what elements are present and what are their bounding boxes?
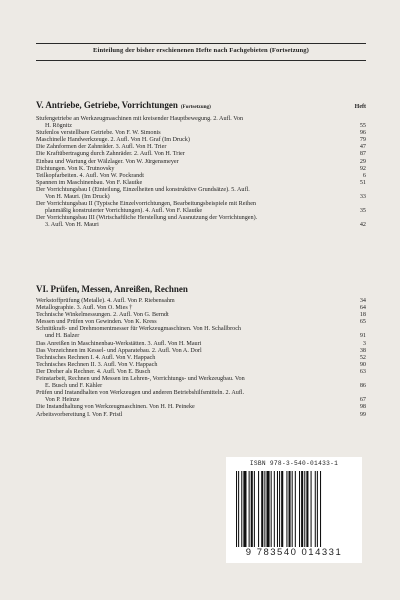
entry-line-1: Technische Winkelmessungen. 2. Aufl. Von G. Berndt	[36, 312, 169, 319]
heft-number: 99	[359, 411, 366, 418]
heft-label: Heft	[354, 104, 366, 110]
entry-line-1: Die Kraftübertragung durch Zahnräder. 2. Aufl. Von H. Trier	[36, 151, 185, 158]
entry-line-1: Dichtungen. Von K. Trutnovsky	[36, 165, 115, 172]
entry-title	[36, 355, 354, 362]
entry-line-2: planmäßig konstruierter Vorrichtungen). 4. Aufl. Von F. Klautke	[45, 208, 203, 215]
heft-number: 47	[359, 144, 366, 151]
barcode-icon	[234, 471, 354, 547]
heft-number: 92	[359, 165, 366, 172]
entry-title	[36, 369, 354, 376]
entry-line-1: Die Zahnformen der Zahnräder. 3. Aufl. Von H. Trier	[36, 144, 167, 151]
heft-number: 52	[359, 354, 366, 361]
heft-number: 33	[359, 194, 366, 201]
section-5-list	[36, 116, 366, 230]
entry-line-1: Teilkopfarbeiten. 4. Aufl. Von W. Pockrandt	[36, 172, 144, 179]
entry-title	[36, 187, 354, 201]
section-5-title	[36, 100, 211, 110]
heft-number: 79	[359, 137, 366, 144]
entry-title	[36, 390, 354, 404]
entry-line-1: Stufengetriebe an Werkzeugmaschinen mit kreisender Hauptbewegung. 2. Aufl. Von	[36, 116, 244, 122]
entry-line-1: Prüfen und Instandhalten von Werkzeugen und anderen Betriebshilfsmitteln. 2. Aufl.	[36, 390, 245, 397]
list-item	[36, 369, 366, 376]
entry-line-1: Stufenlos verstellbare Getriebe. Von F. W. Simonis	[36, 130, 161, 137]
entry-title	[36, 201, 354, 215]
list-item	[36, 187, 366, 201]
heft-number: 42	[359, 222, 366, 229]
list-item	[36, 159, 366, 166]
entry-line-1: Technisches Rechnen I. 4. Aufl. Von V. Happach	[36, 354, 156, 361]
entry-line-1: Der Dreher als Rechner. 4. Aufl. Von E. Busch	[36, 368, 151, 375]
entry-title	[36, 348, 354, 355]
list-item	[36, 362, 366, 369]
entry-line-1: Messen und Prüfen von Gewinden. Von K. Kress	[36, 319, 157, 326]
entry-line-1: Werkstoffprüfung (Metalle). 4. Aufl. Von P. Riebensahm	[36, 298, 175, 304]
entry-line-1: Einbau und Wartung der Wälzlager. Von W. Jürgensmeyer	[36, 158, 179, 165]
heft-number: 51	[359, 179, 366, 186]
entry-line-1: Metallographie. 3. Aufl. Von O. Mies †	[36, 305, 133, 312]
entry-title	[36, 173, 354, 180]
heft-number: 63	[359, 368, 366, 375]
list-item	[36, 355, 366, 362]
heft-number: 6	[362, 172, 366, 179]
list-item	[36, 341, 366, 348]
section-5-subtitle: (Fortsetzung)	[180, 104, 211, 110]
section-6-list	[36, 298, 366, 419]
list-item	[36, 215, 366, 229]
heft-number: 64	[359, 305, 366, 312]
heft-number: 3	[362, 340, 366, 347]
list-item	[36, 412, 366, 419]
heft-number: 91	[359, 333, 366, 340]
entry-title	[36, 341, 354, 348]
entry-line-2: Von H. Mauri. (Im Druck)	[45, 194, 110, 201]
entry-title	[36, 215, 354, 229]
entry-line-1: Technisches Rechnen II. 3. Aufl. Von V. Happach	[36, 361, 158, 368]
heft-number: 96	[359, 130, 366, 137]
heft-number: 18	[359, 312, 366, 319]
list-item	[36, 404, 366, 411]
entry-line-1: Das Vorzeichnen im Kessel- und Apparatebau. 2. Aufl. Von A. Dorl	[36, 347, 202, 354]
entry-title	[36, 180, 354, 187]
entry-line-1: Der Vorrichtungsbau I (Einteilung, Einzelheiten und konstruktive Grundsätze). 5. Aufl.	[36, 186, 250, 193]
entry-title	[36, 326, 354, 340]
entry-line-1: Schnittkraft- und Drehmomentmesser für Werkzeugmaschinen. Von H. Schallbroch	[36, 326, 241, 333]
entry-title	[36, 404, 354, 411]
entry-line-2: 3. Aufl. Von H. Mauri	[45, 222, 99, 229]
list-item	[36, 390, 366, 404]
entry-title	[36, 116, 354, 130]
heft-number: 65	[359, 319, 366, 326]
list-item	[36, 348, 366, 355]
entry-title	[36, 362, 354, 369]
list-item	[36, 166, 366, 173]
isbn-text: ISBN 978-3-540-01433-1	[249, 460, 339, 467]
heft-number: 35	[359, 208, 366, 215]
heft-number: 55	[359, 123, 366, 130]
entry-line-1: Maschinelle Handwerkzeuge. 2. Aufl. Von H. Graf (Im Druck)	[36, 137, 190, 144]
header-bottom-rule	[36, 60, 366, 61]
heft-number: 87	[359, 151, 366, 158]
entry-title	[36, 412, 354, 419]
heft-number: 38	[359, 347, 366, 354]
list-item	[36, 201, 366, 215]
heft-number: 86	[359, 383, 366, 390]
list-item	[36, 376, 366, 390]
list-item	[36, 326, 366, 340]
entry-line-2: und H. Balzer	[45, 333, 80, 340]
entry-line-2: H. Rögnitz	[45, 123, 72, 130]
heft-number: 67	[359, 397, 366, 404]
entry-line-1: Das Anreißen in Maschinenbau-Werkstätten. 3. Aufl. Von H. Mauri	[36, 340, 202, 347]
entry-title	[36, 376, 354, 390]
entry-line-1: Der Vorrichtungsbau III (Wirtschaftliche Herstellung und Ausnutzung der Vorrichtungen).	[36, 215, 258, 222]
entry-line-2: E. Busch und F. Kähler	[45, 383, 103, 390]
list-item	[36, 173, 366, 180]
header-top-rule	[36, 43, 366, 44]
section-6-title: VI. Prüfen, Messen, Anreißen, Rechnen	[36, 284, 188, 294]
page-header: Einteilung der bisher erschienenen Hefte nach Fachgebieten (Fortsetzung)	[93, 47, 309, 54]
heft-number: 90	[359, 361, 366, 368]
section-5-title-text: V. Antriebe, Getriebe, Vorrichtungen	[36, 100, 178, 110]
list-item	[36, 180, 366, 187]
entry-line-1: Die Instandhaltung von Werkzeugmaschinen. Von H. H. Peineke	[36, 404, 195, 411]
heft-number: 29	[359, 158, 366, 165]
list-item	[36, 116, 366, 130]
entry-title	[36, 166, 354, 173]
list-item	[36, 151, 366, 158]
heft-number: 98	[359, 404, 366, 411]
isbn-barcode-box	[226, 457, 362, 563]
entry-line-2: Von P. Heinze	[45, 397, 80, 404]
entry-line-1: Der Vorrichtungsbau II (Typische Einzelvorrichtungen, Bearbeitungsbeispiele mit Reihen	[36, 201, 257, 208]
heft-number: 34	[359, 298, 366, 304]
entry-title	[36, 159, 354, 166]
entry-line-1: Arbeitsvorbereitung I. Von F. Pristl	[36, 411, 123, 418]
barcode-number: 9 783540 014331	[245, 547, 343, 558]
entry-title	[36, 151, 354, 158]
entry-line-1: Feinstarbeit, Rechnen und Messen im Lehren-, Vorrichtungs- und Werkzeugbau. Von	[36, 376, 245, 383]
entry-line-1: Spannen im Maschinenbau. Von F. Klautke	[36, 179, 143, 186]
